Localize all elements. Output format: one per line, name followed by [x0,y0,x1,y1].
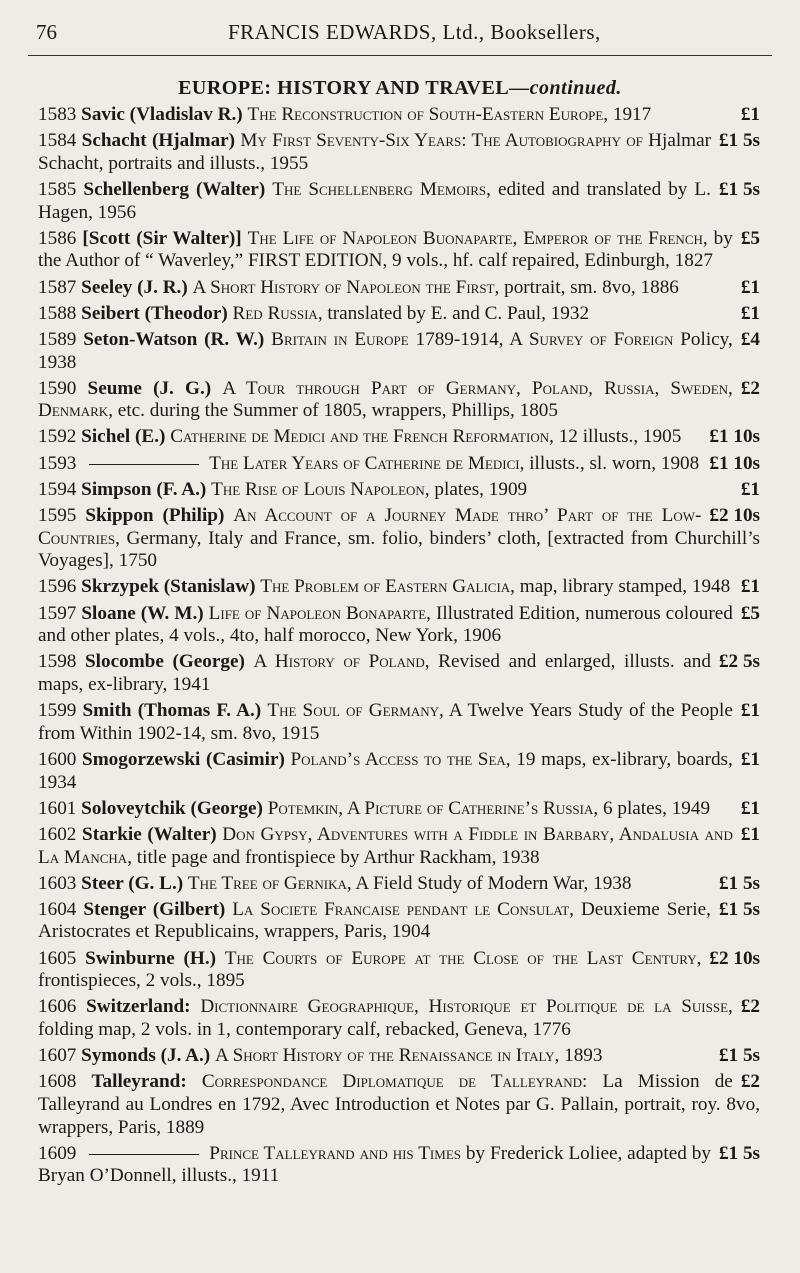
entry-author: Seeley (J. R.) [81,276,188,298]
catalogue-entry [38,873,760,896]
entry-title: The Tree of Gernika, [187,872,352,894]
entry-author: Sichel (E.) [81,426,166,448]
entry-title: The Later Years of Catherine de Medici, [209,452,525,474]
entry-price: £1 [740,748,760,770]
entry-number: 1608 [38,1071,77,1093]
entry-details: etc. during the Summer of 1805, wrappers, Phillips, 1805 [117,400,558,422]
catalogue-entry [38,479,760,502]
ditto-dash [89,464,199,465]
entry-price: £5 [740,227,760,249]
entry-author: Smith (Thomas F. A.) [82,700,262,722]
entry-details: Germany, Italy and France, sm. folio, binders’ cloth, [extracted from Churchill’s Voyages], 1750 [38,527,760,572]
entry-price: £1 [740,104,760,125]
entry-title: Britain in Europe 1789-1914, A Survey of Foreign [271,328,674,350]
catalogue-entry [38,453,760,476]
entry-number: 1609 [38,1142,77,1164]
entry-details: portrait, sm. 8vo, 1886 [504,276,679,298]
entry-title: La Societe Francaise pendant le Consulat, [232,898,574,920]
entry-price: £2 5s [718,651,760,673]
section-title: EUROPE: HISTORY AND TRAVEL [178,77,510,99]
entry-number: 1602 [38,823,77,845]
entry-details: map, library stamped, 1948 [519,576,731,598]
entry-price: £1 5s [718,178,760,200]
entry-details: Deuxieme Serie, Aristocrates et Republicains, wrappers, Paris, 1904 [38,898,711,943]
catalogue-entry [38,277,760,300]
catalogue-entry [38,228,760,273]
entry-title: A History of Poland, [253,651,430,673]
entry-title: Dictionnaire Geographique, Historique et Politique de la Suisse, [200,996,733,1018]
catalogue-entry [38,1143,760,1188]
entry-title: The Schellenberg Memoirs, [272,178,491,200]
entry-details: edited and translated by L. Hagen, 1956 [38,178,711,223]
entry-author: Switzerland: [86,996,191,1018]
entry-details: 6 plates, 1949 [602,797,711,819]
entry-number: 1593 [38,452,77,474]
catalogue-entry [38,104,760,127]
entry-details: A Field Study of Modern War, 1938 [355,872,632,894]
entry-number: 1592 [38,426,77,448]
catalogue-entry [38,798,760,821]
entry-title: Don Gypsy, Adventures with a Fiddle in Barbary, Andalusia and La Mancha, [38,823,733,868]
entry-price: £2 [740,377,760,399]
running-title: FRANCIS EDWARDS, Ltd., Booksellers, [228,20,601,44]
entry-title: Potemkin, A Picture of Catherine’s Russia, [267,797,599,819]
entry-number: 1584 [38,130,77,152]
entry-title: The Reconstruction of South-Eastern Europe, [247,104,609,125]
entry-price: £1 [740,797,760,819]
entry-author: Seibert (Theodor) [81,302,228,324]
catalogue-entry [38,179,760,224]
catalogue-entry [38,996,760,1041]
entry-title: Poland’s Access to the Sea, [290,748,511,770]
entry-number: 1607 [38,1045,77,1067]
catalogue-entry [38,700,760,745]
entry-price: £4 [740,328,760,350]
entry-price: £2 10s [709,947,760,969]
entry-price: £1 [740,478,760,500]
entry-details: Illustrated Edition, numerous coloured and other plates, 4 vols., 4to, half morocco, New York, 1906 [38,602,733,647]
entry-author: Seume (J. G.) [87,377,212,399]
entry-author: Schacht (Hjalmar) [81,130,236,152]
entry-price: £1 [740,576,760,598]
entry-title: The Problem of Eastern Galicia, [260,576,515,598]
entry-price: £2 10s [709,505,760,527]
entry-price: £1 [740,276,760,298]
entry-price: £1 [740,700,760,722]
entry-title: The Soul of Germany, [267,700,444,722]
entry-author: Steer (G. L.) [81,872,184,894]
entry-author: Schellenberg (Walter) [83,178,266,200]
entry-number: 1585 [38,178,77,200]
entry-title: Red Russia, [232,302,323,324]
catalogue-entry [38,505,760,573]
entry-number: 1601 [38,797,77,819]
entry-price: £1 [740,823,760,845]
catalogue-entry [38,651,760,696]
catalogue-entry [38,749,760,794]
entry-title: The Courts of Europe at the Close of the Last Century, [224,947,702,969]
catalogue-entry [38,329,760,374]
entry-number: 1594 [38,478,77,500]
entry-details: translated by E. and C. Paul, 1932 [327,302,590,324]
entry-number: 1583 [38,104,77,125]
entry-list [38,104,760,1192]
entry-details: 1917 [612,104,652,125]
entry-number: 1605 [38,947,77,969]
catalogue-entry [38,130,760,175]
entry-details: folding map, 2 vols. in 1, contemporary calf, rebacked, Geneva, 1776 [38,1019,571,1041]
entry-number: 1597 [38,602,77,624]
entry-price: £1 [740,302,760,324]
entry-title: A Short History of the Renaissance in Italy, [214,1045,560,1067]
entry-details: illusts., sl. worn, 1908 [529,452,700,474]
catalogue-entry [38,824,760,869]
catalogue-entry [38,1071,760,1139]
entry-author: Skippon (Philip) [85,505,225,527]
catalogue-entry [38,603,760,648]
catalogue-entry [38,1045,760,1068]
entry-details: title page and frontispiece by Arthur Rackham, 1938 [136,846,540,868]
entry-details: 19 maps, ex-library, boards, 1934 [38,748,733,793]
entry-title: An Account of a Journey Made thro’ Part of the Low-Countries, [38,505,702,549]
catalogue-entry [38,948,760,993]
catalogue-entry [38,426,760,449]
entry-price: £5 [740,602,760,624]
entry-number: 1603 [38,872,77,894]
entry-title: A Tour through Part of Germany, Poland, Russia, Sweden, Denmark, [38,377,733,422]
entry-author: Swinburne (H.) [85,947,217,969]
entry-title: Prince Talleyrand and his Times [209,1142,461,1164]
entry-details: A Twelve Years Study of the People from Within 1902-14, sm. 8vo, 1915 [38,700,733,744]
entry-number: 1589 [38,328,77,350]
entry-author: Simpson (F. A.) [81,478,207,500]
entry-details: plates, 1909 [434,478,528,500]
entry-price: £2 [740,1071,760,1093]
page-header [28,20,772,50]
entry-author: Smogorzewski (Casimir) [82,748,285,770]
entry-author: Slocombe (George) [84,651,245,673]
entry-number: 1596 [38,576,77,598]
entry-title: The Rise of Louis Napoleon, [211,478,430,500]
entry-author: Savic (Vladislav R.) [81,104,243,125]
entry-number: 1599 [38,700,77,722]
entry-number: 1590 [38,377,77,399]
entry-details: La Mission de Talleyrand au Londres en 1792, Avec Introduction et Notes par G. Pallain, portrait, roy. 8vo, wrappers, Paris, 1889 [38,1071,760,1138]
entry-number: 1606 [38,996,77,1018]
entry-title: Catherine de Medici and the French Reformation, [170,426,554,448]
entry-price: £1 5s [718,1045,760,1067]
entry-number: 1587 [38,276,77,298]
page-number: 76 [36,20,57,44]
header-rule [28,55,772,56]
entry-number: 1588 [38,302,77,324]
entry-number: 1586 [38,227,77,249]
entry-author: Soloveytchik (George) [81,797,263,819]
catalogue-entry [38,576,760,599]
entry-author: Skrzypek (Stanislaw) [81,576,256,598]
entry-title: A Short History of Napoleon the First, [192,276,500,298]
entry-price: £1 5s [718,898,760,920]
entry-title: My First Seventy-Six Years: The Autobiography of [240,130,643,152]
catalogue-entry [38,303,760,326]
entry-price: £1 5s [718,130,760,152]
entry-number: 1604 [38,898,77,920]
entry-title: Life of Napoleon Bonaparte, [208,602,431,624]
entry-author: Starkie (Walter) [82,823,217,845]
entry-details: 1893 [564,1045,603,1067]
entry-number: 1600 [38,748,77,770]
ditto-dash [89,1154,199,1155]
entry-author: Sloane (W. M.) [81,602,204,624]
entry-details: by Frederick Loliee, adapted by Bryan O’Donnell, illusts., 1911 [38,1142,711,1187]
entry-price: £1 5s [718,1142,760,1164]
entry-details: frontispieces, 2 vols., 1895 [38,970,245,992]
entry-author: Stenger (Gilbert) [83,898,226,920]
entry-author: Seton-Watson (R. W.) [83,328,265,350]
entry-price: £1 10s [709,452,760,474]
entry-author: Symonds (J. A.) [81,1045,211,1067]
entry-price: £1 5s [718,872,760,894]
entry-price: £2 [740,996,760,1018]
entry-author: Talleyrand: [91,1071,187,1093]
entry-number: 1598 [38,651,77,673]
catalogue-entry [38,378,760,423]
catalogue-entry [38,899,760,944]
entry-price: £1 10s [709,426,760,448]
entry-details: Policy, 1938 [38,328,733,373]
entry-author: [Scott (Sir Walter)] [82,227,242,249]
entry-details: Hjalmar Schacht, portraits and illusts., 1955 [38,130,711,174]
section-continued: —continued. [509,77,622,99]
entry-title: Correspondance Diplomatique de Talleyrand: [201,1071,588,1093]
entry-details: Revised and enlarged, illusts. and maps, ex-library, 1941 [38,651,711,695]
entry-number: 1595 [38,505,77,527]
entry-details: 12 illusts., 1905 [558,426,682,448]
section-heading [0,77,800,100]
entry-details: by the Author of “ Waverley,” FIRST EDITION, 9 vols., hf. calf repaired, Edinburgh, 1827 [38,227,733,272]
entry-title: The Life of Napoleon Buonaparte, Emperor of the French, [247,227,708,249]
